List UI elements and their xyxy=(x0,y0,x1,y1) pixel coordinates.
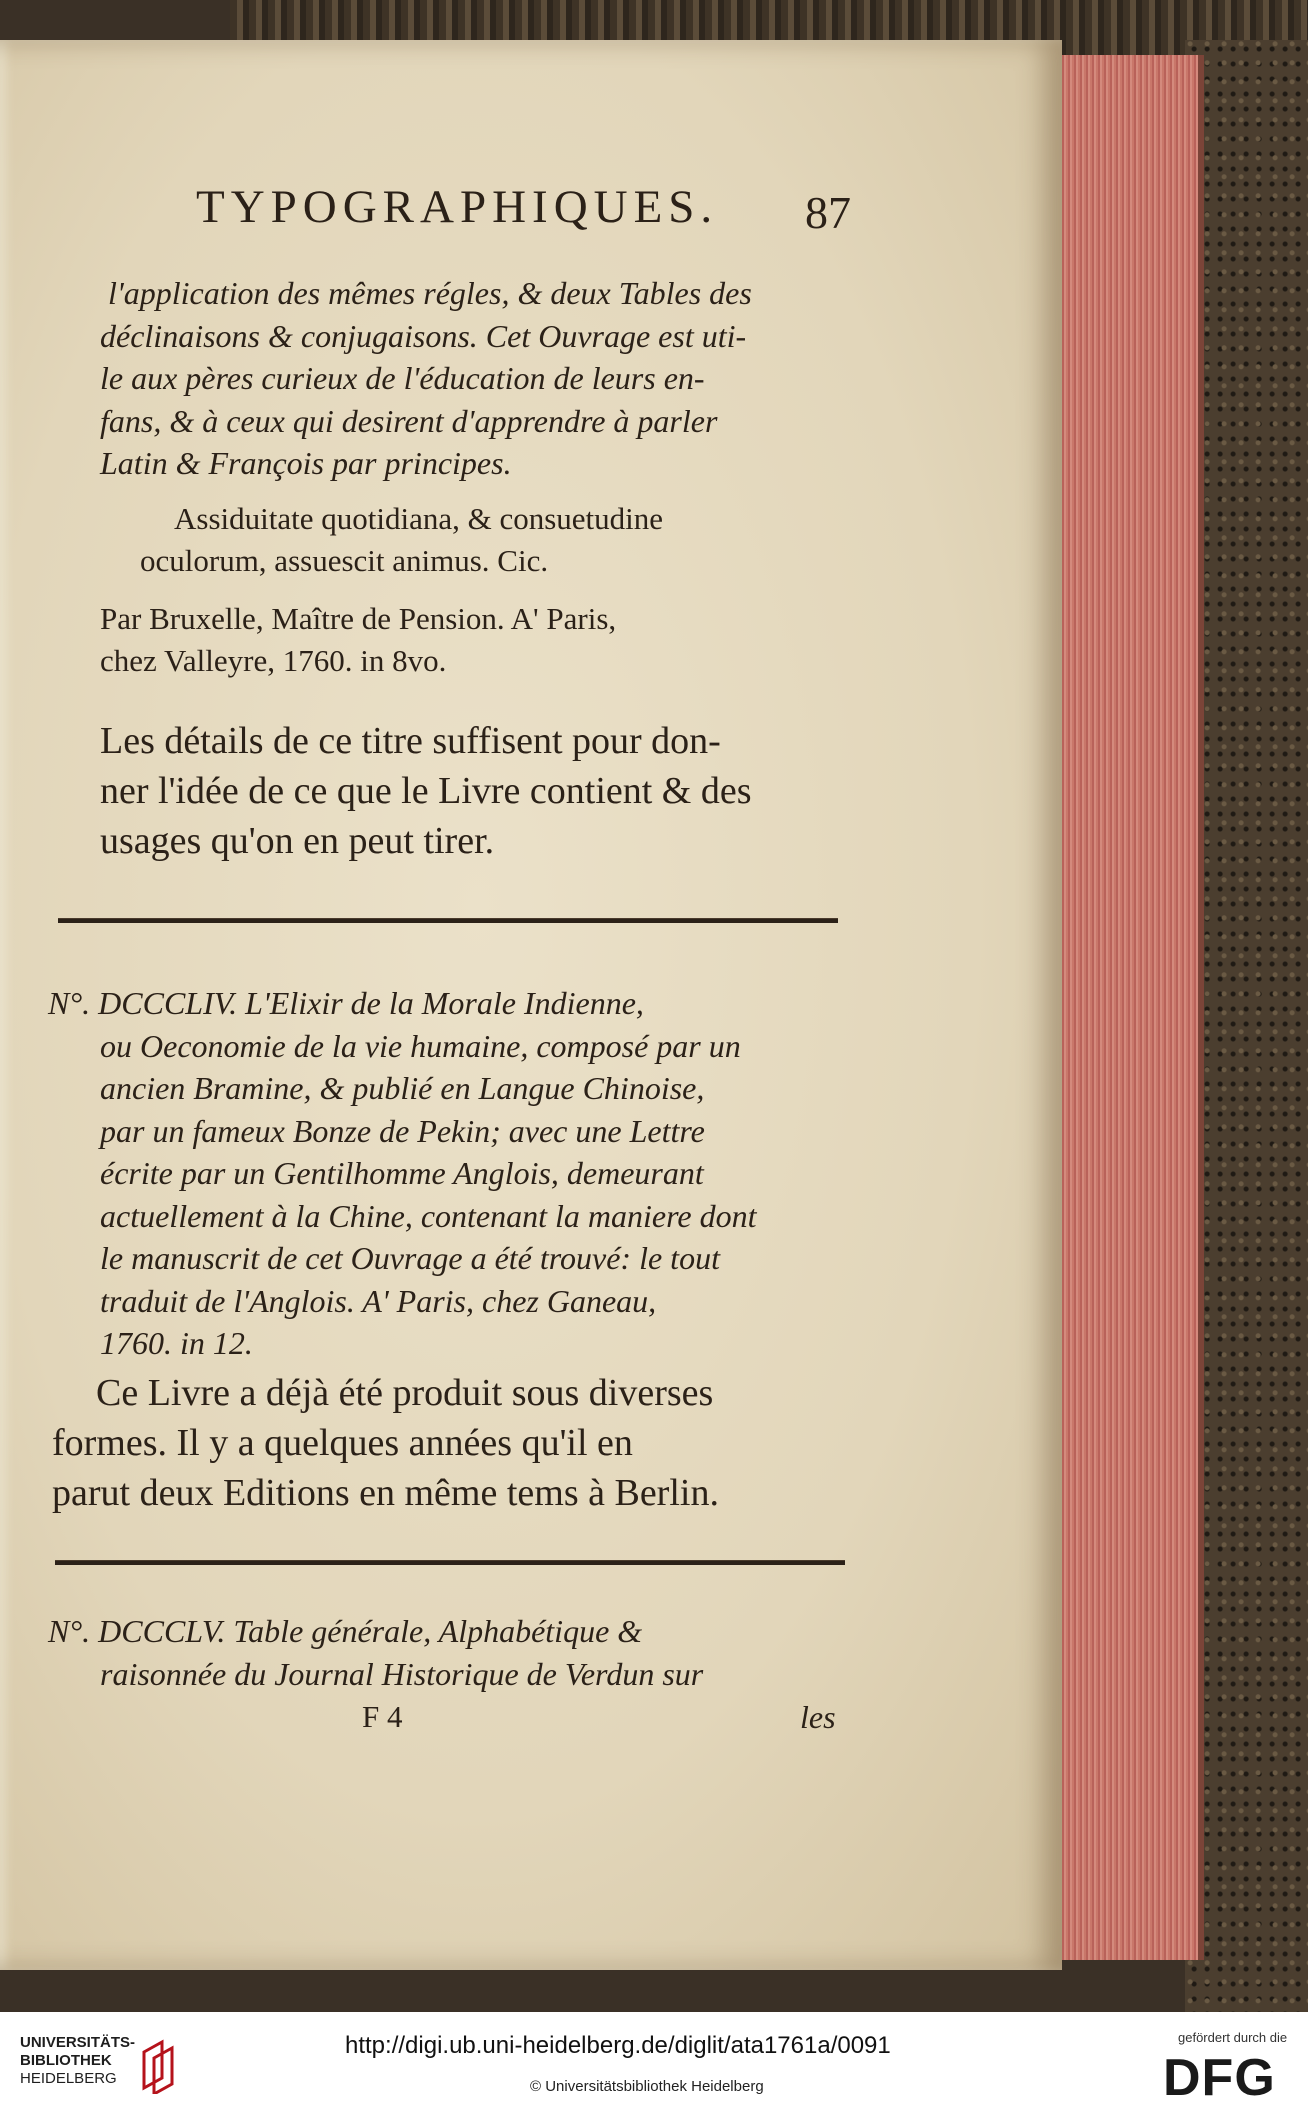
text-line: Latin & François par principes. xyxy=(100,445,512,481)
viewer-footer xyxy=(0,2012,1308,2111)
library-emblem-icon xyxy=(140,2038,180,2094)
copyright-notice: © Universitätsbibliothek Heidelberg xyxy=(530,2078,764,2095)
text-line: ancien Bramine, & publié en Langue Chinoise, xyxy=(100,1070,705,1106)
text-line: le aux pères curieux de l'éducation de leurs en- xyxy=(100,360,705,396)
text-line: Les détails de ce titre suffisent pour don- xyxy=(100,720,721,762)
text-line: fans, & à ceux qui desirent d'apprendre à parler xyxy=(100,402,718,439)
red-page-edges xyxy=(1060,55,1204,1960)
text-line: actuellement à la Chine, contenant la maniere dont xyxy=(100,1197,757,1234)
text-line: N°. DCCCLIV. L'Elixir de la Morale Indienne, xyxy=(48,985,644,1021)
entry-853-imprint xyxy=(100,598,616,682)
text-line: traduit de l'Anglois. A' Paris, chez Ganeau, xyxy=(100,1282,657,1319)
text-line: Par Bruxelle, Maître de Pension. A' Paris, xyxy=(100,601,617,636)
text-line: Ce Livre a déjà été produit sous diverses xyxy=(96,1372,714,1414)
signature-mark: F 4 xyxy=(362,1699,403,1734)
catchword: les xyxy=(800,1699,836,1735)
text-line: oculorum, assuescit animus. Cic. xyxy=(140,543,549,578)
funded-by-label: gefördert durch die xyxy=(1178,2030,1288,2045)
entry-853-description xyxy=(100,272,752,485)
book-page xyxy=(0,40,1062,1970)
text-line: raisonnée du Journal Historique de Verdun sur xyxy=(100,1655,704,1692)
text-line: parut deux Editions en même tems à Berlin. xyxy=(52,1472,719,1514)
entry-853-epigraph xyxy=(140,498,663,582)
section-rule xyxy=(55,1560,845,1565)
logo-line: HEIDELBERG xyxy=(20,2070,117,2087)
text-line: Assiduitate quotidiana, & consuetudine xyxy=(174,501,664,536)
text-line: formes. Il y a quelques années qu'il en xyxy=(52,1422,633,1464)
entry-853-comment xyxy=(100,716,752,866)
text-line: déclinaisons & conjugaisons. Cet Ouvrage est uti- xyxy=(100,317,747,354)
text-line: ou Oeconomie de la vie humaine, composé par un xyxy=(100,1027,741,1064)
text-line: l'application des mêmes régles, & deux Tables des xyxy=(108,275,752,311)
page-number: 87 xyxy=(805,187,851,238)
text-line: ner l'idée de ce que le Livre contient & des xyxy=(100,770,752,812)
running-head: TYPOGRAPHIQUES. xyxy=(196,181,719,233)
section-rule xyxy=(58,918,838,923)
entry-854-title xyxy=(48,982,756,1365)
dfg-logo[interactable]: DFG xyxy=(1163,2049,1276,2107)
text-line: par un fameux Bonze de Pekin; avec une Lettre xyxy=(100,1112,705,1149)
text-line: usages qu'on en peut tirer. xyxy=(100,820,495,862)
text-line: écrite par un Gentilhomme Anglois, demeurant xyxy=(100,1155,704,1191)
text-line: N°. DCCCLV. Table générale, Alphabétique & xyxy=(48,1613,643,1649)
logo-line: UNIVERSITÄTS- xyxy=(20,2034,136,2051)
text-line: chez Valleyre, 1760. in 8vo. xyxy=(100,643,447,678)
logo-line: BIBLIOTHEK xyxy=(20,2052,112,2069)
text-line: le manuscrit de cet Ouvrage a été trouvé: le tout xyxy=(100,1240,720,1276)
entry-854-comment xyxy=(52,1368,719,1518)
permalink-url[interactable]: http://digi.ub.uni-heidelberg.de/diglit/ata1761a/0091 xyxy=(345,2032,891,2059)
text-line: 1760. in 12. xyxy=(100,1325,253,1361)
entry-855-title xyxy=(48,1610,703,1695)
